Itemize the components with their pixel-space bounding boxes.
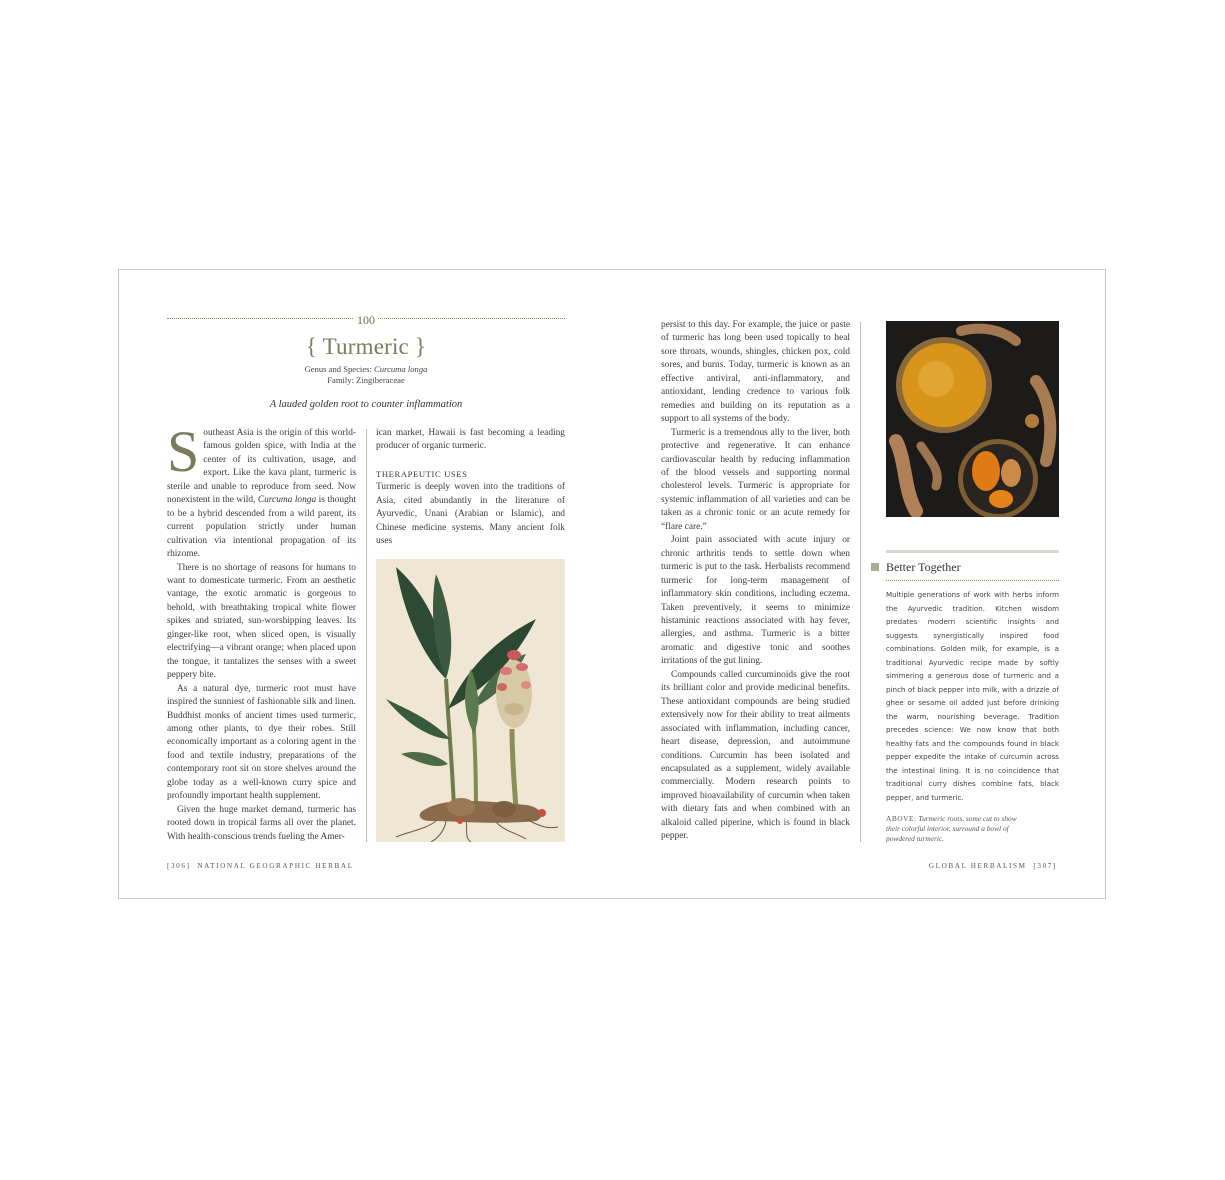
book-title: NATIONAL GEOGRAPHIC HERBAL (197, 862, 354, 870)
sidebar-square-icon (871, 563, 879, 571)
text-run: is thought to be a hybrid descended from a wild parent, its current population strictly under human cultivation via intentional propagation of its rhizome. (167, 495, 356, 560)
paragraph: Turmeric is a tremendous ally to the liver, both protective and regenerative. It can enhance cardiovascular health by reducing inflammation of the blood vessels and supporting normal cholesterol levels. Turmeric is appropriate for systemic inflammation of all varieties and can be taken as a chronic tonic or an acute remedy for “flare care.” (661, 427, 850, 532)
paragraph: ican market, Hawaii is fast becoming a leading producer of organic turmeric. (376, 428, 565, 452)
botanical-illustration (376, 559, 565, 842)
page-number: [307] (1033, 862, 1057, 870)
italic-species: Curcuma longa (257, 495, 317, 506)
caption-text: Turmeric roots, some cut to show their colorful interior, surround a bowl of powdered turmeric. (886, 814, 1017, 843)
left-footer (167, 862, 354, 870)
family: Family: Zingiberaceae (327, 374, 405, 385)
sidebar-title: Better Together (886, 560, 961, 574)
entry-number-wrap (119, 311, 613, 329)
right-footer (929, 862, 1057, 870)
paragraph: Turmeric is deeply woven into the traditions of Asia, cited abundantly in the literature of Ayurvedic, Unani (Arabian or Islamic), and Chinese medicine systems. Many ancient folk uses (376, 482, 565, 547)
sidebar-text: Multiple generations of work with herbs inform the Ayurvedic tradition. Kitchen wisdom predates modern scientific insights and suggests synergistically inspired food combinations. Golden milk, for example, is a traditional Ayurvedic recipe made by softly simmering a generous dose of turmeric and a pinch of black pepper into milk, with a drizzle of ghee or sesame oil added just before drinking the warm, nourishing beverage. Tradition precedes science: We now know that both healthy fats and the compounds found in black pepper expedite the intake of curcumin across the intestinal lining. It is no coincidence that traditional curry dishes combine fats, black pepper, and turmeric. (886, 590, 1059, 802)
left-column-1 (167, 419, 356, 844)
left-column-2 (376, 427, 565, 549)
paragraph: As a natural dye, turmeric root must have inspired the sunniest of fashionable silk and linen. Buddhist monks of ancient times used turmeric, among other plants, to dye their robes. Still economically important as a coloring agent in the food and textile industry, preparations of the contemporary root sit on store shelves around the globe today as a well-known curry spice and profoundly important health supplement. (167, 683, 356, 802)
section-title: GLOBAL HERBALISM (928, 862, 1027, 870)
paragraph: persist to this day. For example, the juice or paste of turmeric has long been used topically to heal sore throats, wounds, shingles, chicken pox, cold sores, and burns. Today, turmeric is known as an effective antiviral, anti-inflammatory, and antioxidant, lending credence to various folk remedies and building on its reputation as a support to all systems of the body. (661, 320, 850, 425)
column-divider (366, 429, 367, 842)
paragraph: There is no shortage of reasons for humans to want to domesticate turmeric. From an aesthetic vantage, the exotic aromatic is gorgeous to behold, with breathtaking tropical white flower spikes and striated, sun-worshipping leaves. Its ginger-like root, when sliced open, is visually electrifying—a vibrant orange; when placed upon the tongue, it tantalizes the senses with a sweet peppery bite. (167, 562, 356, 681)
entry-number: 100 (354, 313, 378, 327)
page-title: { Turmeric } (305, 334, 427, 359)
genus-species (167, 364, 565, 375)
turmeric-plant-drawing (376, 559, 565, 842)
turmeric-bowls-image (886, 321, 1059, 517)
right-column-1 (661, 319, 850, 844)
book-spread (118, 269, 1106, 899)
genus-value: Curcuma longa (374, 364, 428, 374)
caption-label: ABOVE: (886, 814, 917, 823)
tagline: A lauded golden root to counter inflammation (269, 399, 463, 410)
section-heading: THERAPEUTIC USES (376, 468, 468, 479)
paragraph: Compounds called curcuminoids give the root its brilliant color and provide medicinal benefits. These antioxidant compounds are being studied extensively now for their ability to treat ailments associated with inflammation, including cancer, heart disease, depression, and autoimmune conditions. Curcumin has been isolated and encapsulated as a supplement, widely available commercially. Modern research points to improved bioavailability of curcumin when taken with dietary fats and when combined with an alkaloid called piperine, which is found in black pepper. (661, 669, 850, 842)
paragraph: Given the huge market demand, turmeric has rooted down in tropical farms all over the planet. With health-conscious trends fueling the Amer- (167, 804, 356, 842)
species-info (167, 364, 565, 385)
sidebar-rule (886, 580, 1059, 581)
paragraph (167, 419, 356, 562)
drop-cap: S (167, 419, 200, 484)
genus-label: Genus and Species: (304, 364, 375, 374)
paragraph: Joint pain associated with acute injury or chronic arthritis tends to settle down when turmeric is put to the task. Herbalists recommend turmeric for long-term management of inflammatory skin conditions, including eczema. Taken preventively, it seems to minimize histaminic reactions associated with hay fever, allergies, and asthma. Turmeric is a bitter aromatic and digestive tonic and soothes irritations of the gut lining. (661, 535, 850, 667)
column-divider (860, 322, 861, 842)
text-run: outheast Asia is the origin of this world-famous golden spice, with India at the center of its cultivation, usage, and export. Like the kava plant, turmeric is sterile and unable to reproduce from seed. Now nonexistent in the wild, (167, 428, 356, 506)
page-number: [306] (167, 862, 191, 870)
sidebar-top-rule (886, 550, 1059, 553)
turmeric-photo (886, 321, 1059, 517)
photo-caption (886, 814, 1018, 844)
